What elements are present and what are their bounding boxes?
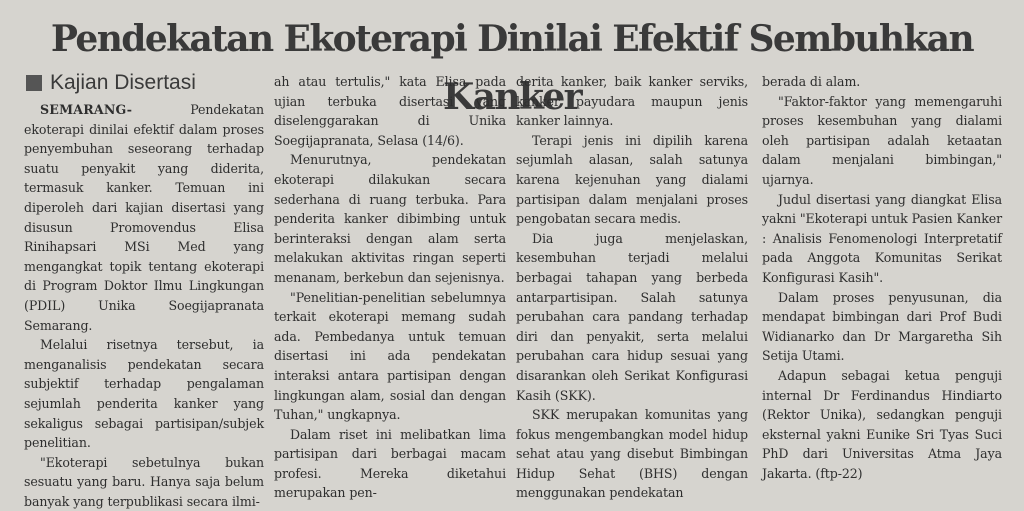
paragraph: Terapi jenis ini dipilih karena sejumlah alasan, salah satunya karena kejenuhan yang dialami partisipan dalam menjalani proses pengobatan secara medis. [516, 132, 748, 227]
paragraph: "Penelitian-penelitian sebelumnya terkait ekoterapi memang sudah ada. Pembedanya untuk temuan disertasi ini ada pendekatan interaksi antara partisipan dengan lingkungan alam, sosial dan dengan Tuhan," ungkapnya. [274, 289, 506, 423]
paragraph [24, 100, 264, 335]
section-kicker [26, 70, 196, 96]
article-column-2 [274, 72, 506, 503]
paragraph: Melalui risetnya tersebut, ia menganalisis pendekatan secara subjektif terhadap pengalaman sejumlah penderita kanker yang sekaligus sebagai partisipan/subjek penelitian. [24, 337, 264, 451]
dateline: SEMARANG- [40, 102, 133, 117]
headline: Pendekatan Ekoterapi Dinilai Efektif Sembuhkan Kanker [50, 18, 974, 118]
paragraph: berada di alam. [762, 74, 861, 89]
paragraph: SKK merupakan komunitas yang fokus mengembangkan model hidup sehat atau yang disebut Bimbingan Hidup Sehat (BHS) dengan menggunakan pendekatan [516, 407, 748, 501]
paragraph: Menurutnya, pendekatan ekoterapi dilakukan secara sederhana di ruang terbuka. Para penderita kanker dibimbing untuk berinteraksi dengan alam serta melakukan aktivitas ringan seperti menanam, berkebun dan sejenisnya. [274, 152, 506, 285]
article-column-4 [762, 72, 1002, 483]
square-bullet-icon [26, 75, 42, 91]
paragraph: Dalam proses penyusunan, dia mendapat bimbingan dari Prof Budi Widianarko dan Dr Margaretha Sih Setija Utami. [762, 289, 1002, 364]
paragraph: ah atau tertulis," kata Elisa pada ujian terbuka disertasi yang diselenggarakan di Unika Soegijapranata, Selasa (14/6). [274, 74, 506, 148]
paragraph: "Faktor-faktor yang memengaruhi proses kesembuhan yang dialami oleh partisipan adalah ketaatan dalam menjalani bimbingan," ujarnya. [762, 93, 1002, 187]
paragraph: Dia juga menjelaskan, kesembuhan terjadi melalui berbagai tahapan yang berbeda antarpartisipan. Salah satunya perubahan cara pandang terhadap diri dan penyakit, serta melalui perubahan cara hidup sesuai yang disarankan oleh Serikat Konfigurasi Kasih (SKK). [516, 230, 748, 403]
paragraph-text: Pendekatan ekoterapi dinilai efektif dalam proses penyembuhan seseorang terhadap suatu penyakit yang diderita, termasuk kanker. Temuan ini diperoleh dari kajian disertasi yang disusun Promovendus Elisa Rinihapsari MSi Med yang mengangkat topik tentang ekoterapi di Program Doktor Ilmu Lingkungan (PDIL) Unika Soegijapranata Semarang. [24, 102, 264, 333]
paragraph: Adapun sebagai ketua penguji internal Dr Ferdinandus Hindiarto (Rektor Unika), sedangkan penguji eksternal yakni Eunike Sri Tyas Suci PhD dari Universitas Atma Jaya Jakarta. (ftp-22) [762, 367, 1002, 481]
kicker-label: Kajian Disertasi [50, 71, 196, 94]
article-column-3 [516, 72, 748, 503]
paragraph: "Ekoterapi sebetulnya bukan sesuatu yang baru. Hanya saja belum banyak yang terpublikasi secara ilmi- [24, 454, 264, 509]
paragraph: Judul disertasi yang diangkat Elisa yakni "Ekoterapi untuk Pasien Kanker : Analisis Fenomenologi Interpretatif pada Anggota Komunitas Serikat Konfigurasi Kasih". [762, 191, 1002, 285]
article-column-1 [24, 100, 264, 511]
paragraph: Dalam riset ini melibatkan lima partisipan dari berbagai macam profesi. Mereka diketahui merupakan pen- [274, 426, 506, 501]
paragraph: derita kanker, baik kanker serviks, kanker payudara maupun jenis kanker lainnya. [516, 74, 748, 129]
